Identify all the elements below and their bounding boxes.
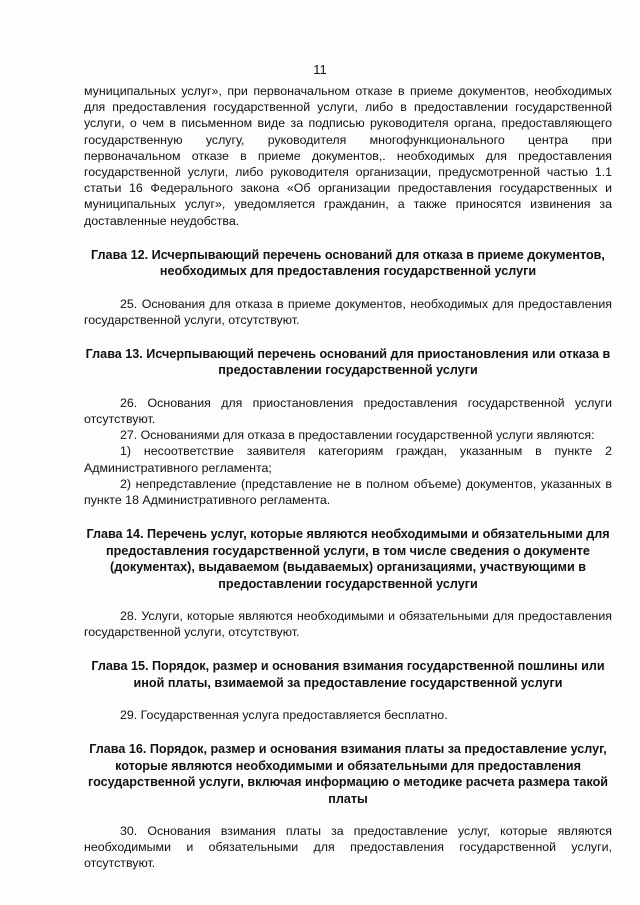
paragraph-25: 25. Основания для отказа в приеме документов, необходимых для предоставления государственной услуги, отсутствуют. bbox=[84, 296, 612, 327]
paragraph-27-item-2: 2) непредставление (представление не в полном объеме) документов, указанных в пункте 18 Административного регламента. bbox=[84, 476, 612, 508]
chapter-14-heading: Глава 14. Перечень услуг, которые являются необходимыми и обязательными для предоставления государственной услуги, в том числе сведения о документе (документах), выдаваемом (выдаваемых) организациями, участвующими в предоставлении государственной услуги bbox=[86, 527, 610, 591]
paragraph-30: 30. Основания взимания платы за предоставление услуг, которые являются необходимыми и обязательными для предоставления государственной услуги, отсутствуют. bbox=[84, 823, 612, 871]
chapter-12-heading: Глава 12. Исчерпывающий перечень оснований для отказа в приеме документов, необходимых для предоставления государственной услуги bbox=[91, 247, 605, 279]
paragraph-27: 27. Основаниями для отказа в предоставлении государственной услуги являются: bbox=[120, 428, 595, 443]
continuation-paragraph: муниципальных услуг», при первоначальном отказе в приеме документов, необходимых для предоставления государственной услуги, либо в предоставлении государственной услуги, о чем в письменном виде за подписью руководителя органа, предоставляющего государственную услугу, руководителя многофункционального центра при первоначальном отказе в приеме документов,. необходимых для предоставления государственной услуги, либо руководителя организации, предусмотренной частью 1.1 статьи 16 Федерального закона «Об организации предоставления государственных и муниципальных услуг», уведомляется гражданин, а также приносятся извинения за доставленные неудобства. bbox=[84, 84, 612, 228]
paragraph-27-item-1: 1) несоответствие заявителя категориям граждан, указанным в пункте 2 Административного регламента; bbox=[84, 444, 612, 475]
chapter-15-heading: Глава 15. Порядок, размер и основания взимания государственной пошлины или иной платы, взимаемой за предоставление государственной услуги bbox=[91, 659, 605, 690]
paragraph-26: 26. Основания для приостановления предоставления государственной услуги отсутствуют. bbox=[84, 395, 612, 427]
chapter-16-heading: Глава 16. Порядок, размер и основания взимания платы за предоставление услуг, которые являются необходимыми и обязательными для предоставления государственной услуги, включая информацию о методике расчета размера такой платы bbox=[87, 742, 609, 806]
paragraph-28: 28. Услуги, которые являются необходимыми и обязательными для предоставления государственной услуги, отсутствуют. bbox=[84, 608, 612, 640]
chapter-13-heading: Глава 13. Исчерпывающий перечень оснований для приостановления или отказа в предоставлении государственной услуги bbox=[85, 347, 611, 378]
page-body bbox=[84, 83, 612, 872]
page-number: 11 bbox=[313, 62, 327, 77]
paragraph-29: 29. Государственная услуга предоставляется бесплатно. bbox=[120, 708, 448, 723]
